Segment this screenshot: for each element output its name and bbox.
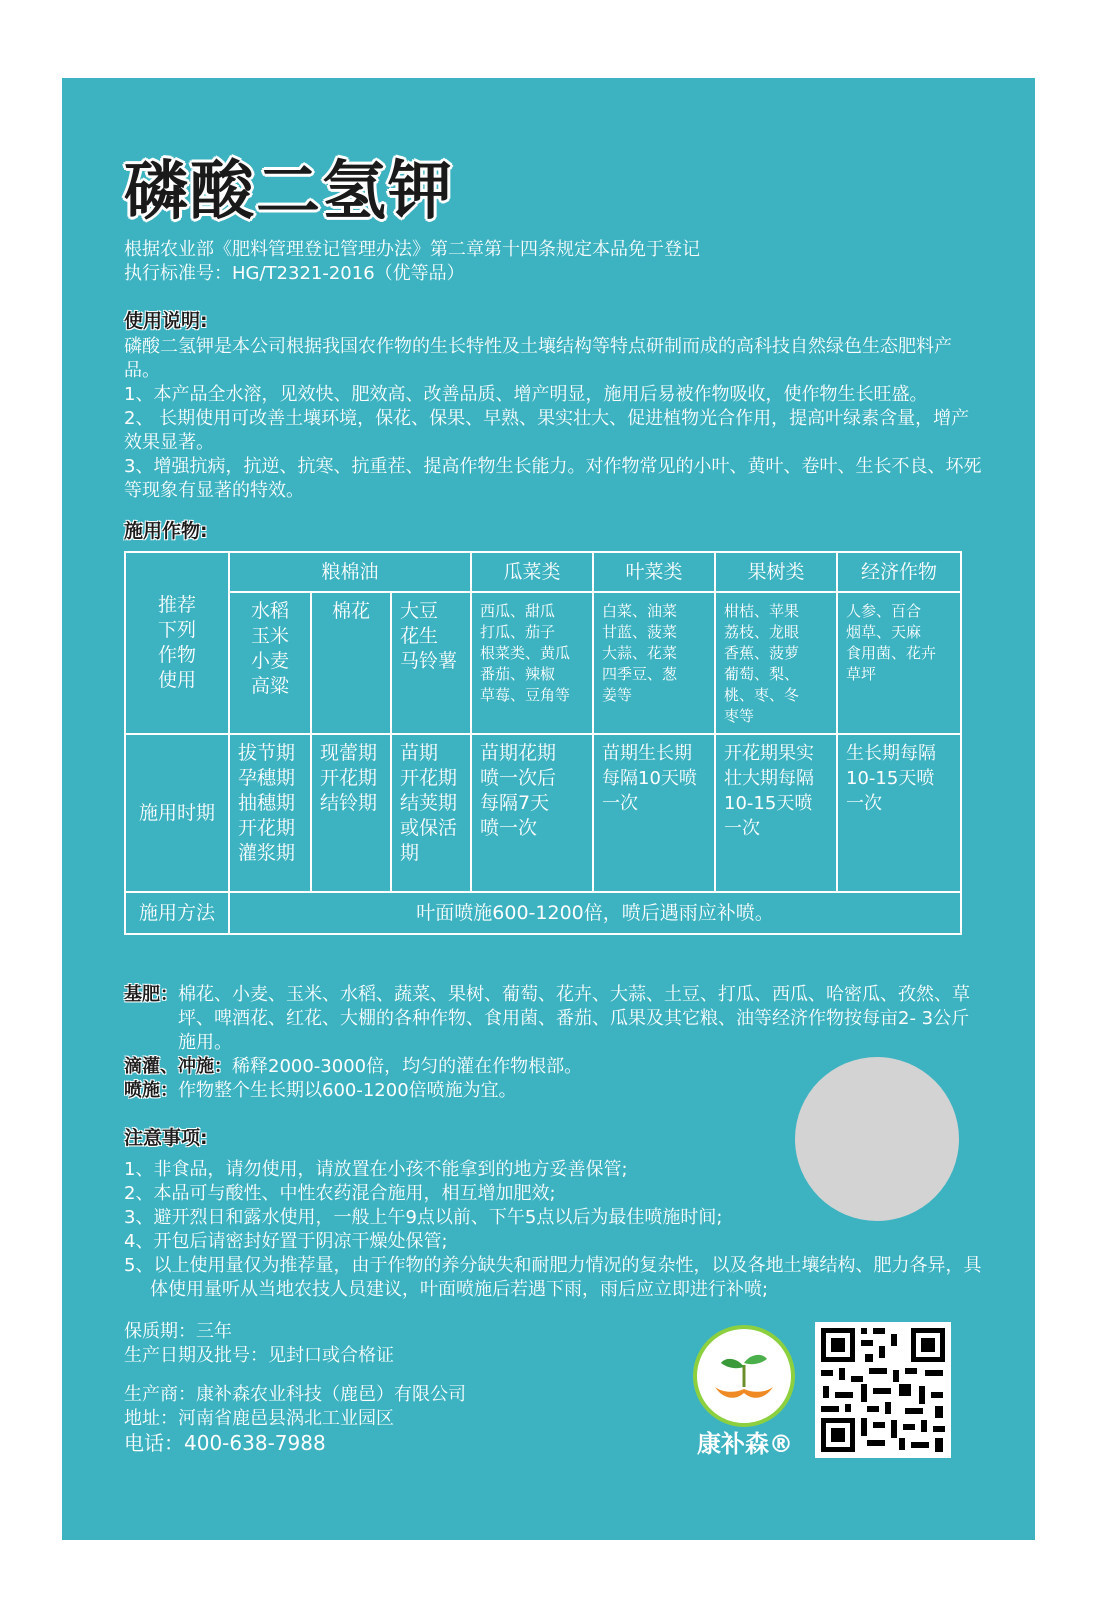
timing-cell: 苗期花期 喷一次后 每隔7天 喷一次 (471, 734, 593, 892)
qr-code (815, 1322, 951, 1458)
company-phone: 电话：400-638-7988 (124, 1431, 326, 1455)
notes-list (124, 1158, 984, 1302)
timing-label: 施用时期 (125, 734, 229, 892)
fert-label: 喷施： (124, 1080, 178, 1101)
usage-text (124, 335, 984, 503)
usage-line: 1、本产品全水溶，见效快、肥效高、改善品质、增产明显，施用后易被作物吸收，使作物生长旺盛。 (124, 384, 928, 405)
crop-table (124, 551, 962, 935)
timing-cell: 苗期 开花期 结荚期 或保活 期 (391, 734, 471, 892)
fert-text: 稀释2000-3000倍，均匀的灌在作物根部。 (232, 1056, 583, 1077)
fert-label: 基肥： (124, 984, 178, 1005)
method-text: 叶面喷施600-1200倍，喷后遇雨应补喷。 (229, 892, 961, 934)
brand-logo-icon (693, 1325, 795, 1427)
fert-label: 滴灌、冲施： (124, 1056, 232, 1077)
crop-cell: 柑桔、苹果 荔枝、龙眼 香蕉、菠萝 葡萄、梨、 桃、枣、冬 枣等 (715, 592, 837, 734)
note-item: 5、以上使用量仅为推荐量，由于作物的养分缺失和耐肥力情况的复杂性，以及各地土壤结构、肥力各异，具体使用量听从当地农技人员建议，叶面喷施后若遇下雨，雨后应立即进行补喷; (124, 1255, 982, 1300)
usage-line: 磷酸二氢钾是本公司根据我国农作物的生长特性及土壤结构等特点研制而成的高科技自然绿色生态肥料产品。 (124, 336, 952, 381)
crop-cell: 白菜、油菜 甘蓝、菠菜 大蒜、花菜 四季豆、葱 姜等 (593, 592, 715, 734)
seedling-hands-icon (697, 1329, 791, 1423)
group-header: 经济作物 (837, 552, 961, 592)
crop-cell: 水稻 玉米 小麦 高粱 (229, 592, 311, 734)
qr-code-icon (815, 1322, 951, 1458)
note-item: 1、非食品，请勿使用，请放置在小孩不能拿到的地方妥善保管; (124, 1159, 628, 1180)
note-item: 4、开包后请密封好置于阴凉干燥处保管; (124, 1231, 448, 1252)
timing-cell: 生长期每隔 10-15天喷 一次 (837, 734, 961, 892)
timing-cell: 苗期生长期 每隔10天喷 一次 (593, 734, 715, 892)
method-label: 施用方法 (125, 892, 229, 934)
group-header: 叶菜类 (593, 552, 715, 592)
registration-note: 根据农业部《肥料管理登记管理办法》第二章第十四条规定本品免于登记 (124, 239, 700, 260)
maker-block (124, 1383, 466, 1455)
company-address: 地址：河南省鹿邑县涡北工业园区 (124, 1408, 394, 1429)
note-item: 3、避开烈日和露水使用，一般上午9点以前、下午5点以后为最佳喷施时间; (124, 1207, 723, 1228)
timing-cell: 现蕾期 开花期 结铃期 (311, 734, 391, 892)
meta-block (124, 1320, 394, 1368)
usage-line: 2、 长期使用可改善土壤环境，保花、保果、早熟、果实壮大、促进植物光合作用，提高叶绿素含量，增产效果显著。 (124, 408, 970, 453)
rec-label: 推荐 下列 作物 使用 (125, 552, 229, 734)
standard-number: 执行标准号：HG/T2321-2016（优等品） (124, 263, 465, 284)
fert-text: 棉花、小麦、玉米、水稻、蔬菜、果树、葡萄、花卉、大蒜、土豆、打瓜、西瓜、哈密瓜、孜然、草坪、啤酒花、红花、大棚的各种作物、食用菌、番茄、瓜果及其它粮、油等经济作物按每亩2- 3公斤施用。 (178, 984, 970, 1053)
crop-cell: 棉花 (311, 592, 391, 734)
crop-cell: 西瓜、甜瓜 打瓜、茄子 根菜类、黄瓜 番茄、辣椒 草莓、豆角等 (471, 592, 593, 734)
crop-cell: 大豆 花生 马铃薯 (391, 592, 471, 734)
fert-row-base (124, 983, 984, 1055)
timing-cell: 拔节期 孕穗期 抽穗期 开花期 灌浆期 (229, 734, 311, 892)
shelf-life: 保质期：三年 (124, 1321, 232, 1342)
batch-info: 生产日期及批号：见封口或合格证 (124, 1345, 394, 1366)
crop-cell: 人参、百合 烟草、天麻 食用菌、花卉 草坪 (837, 592, 961, 734)
group-header: 瓜菜类 (471, 552, 593, 592)
intro-block (124, 238, 984, 286)
group-header: 粮棉油 (229, 552, 471, 592)
product-title: 磷酸二氢钾 (124, 155, 454, 229)
fert-text: 作物整个生长期以600-1200倍喷施为宜。 (178, 1080, 517, 1101)
brand-name: 康补森® (697, 1430, 793, 1458)
usage-heading: 使用说明: (124, 310, 208, 332)
usage-line: 3、增强抗病，抗逆、抗寒、抗重茬、提高作物生长能力。对作物常见的小叶、黄叶、卷叶、生长不良、坏死等现象有显著的特效。 (124, 456, 982, 501)
notes-heading: 注意事项: (124, 1127, 208, 1149)
group-header: 果树类 (715, 552, 837, 592)
note-item: 2、本品可与酸性、中性农药混合施用，相互增加肥效; (124, 1183, 556, 1204)
crops-heading: 施用作物: (124, 520, 208, 542)
timing-cell: 开花期果实 壮大期每隔 10-15天喷 一次 (715, 734, 837, 892)
company-name: 生产商：康补森农业科技（鹿邑）有限公司 (124, 1384, 466, 1405)
